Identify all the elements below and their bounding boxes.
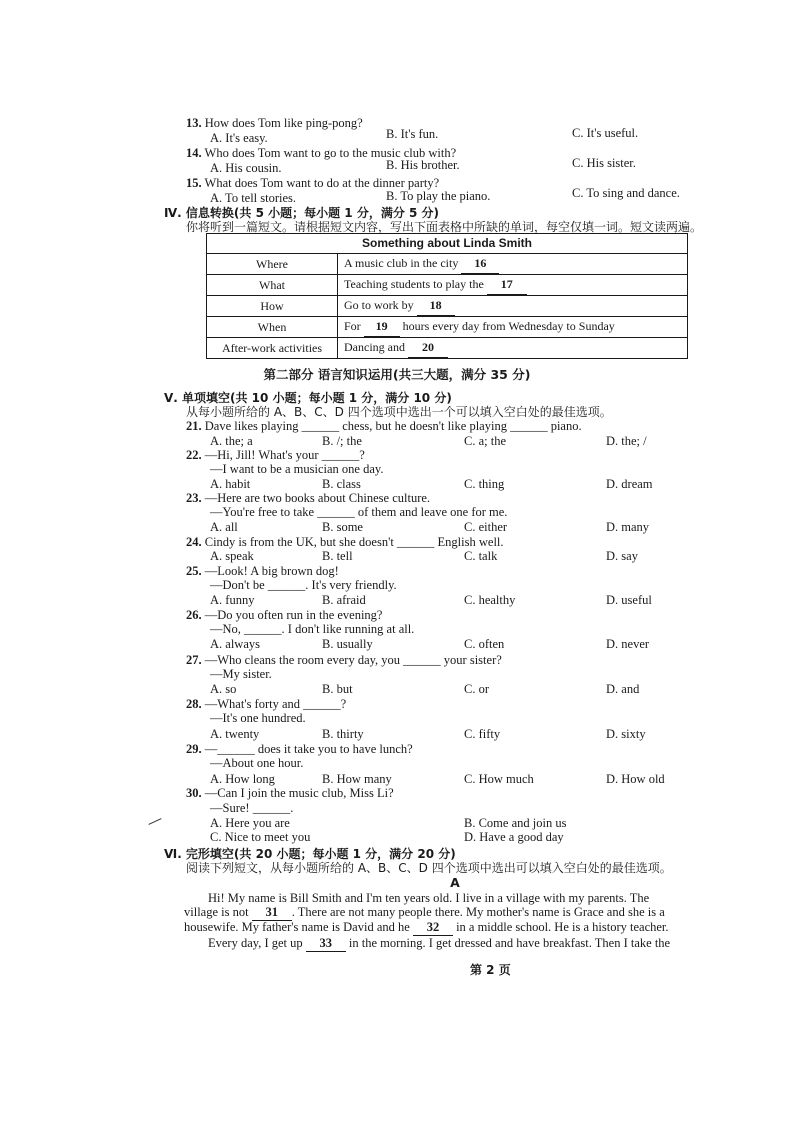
row-label: How	[207, 296, 338, 317]
table-row	[207, 275, 688, 296]
option: D. Have a good day	[464, 830, 564, 844]
section5-instruction: 从每小题所给的 A、B、C、D 四个选项中选出一个可以填入空白处的最佳选项。	[186, 405, 612, 419]
option: C. often	[464, 637, 505, 651]
option: C. a; the	[464, 434, 507, 448]
option: A. all	[210, 520, 238, 534]
option: B. Come and join us	[464, 816, 567, 830]
answer-blank[interactable]: 20	[408, 338, 448, 358]
option: B. tell	[322, 549, 353, 563]
option: A. the; a	[210, 434, 253, 448]
option: A. It's easy.	[210, 131, 268, 145]
cloze-blank[interactable]: 33	[306, 936, 346, 952]
row-content: Dancing and 20	[338, 338, 688, 359]
option: B. It's fun.	[386, 127, 439, 141]
option: A. To tell stories.	[210, 191, 297, 205]
option: D. say	[606, 549, 638, 563]
passage-line: housewife. My father's name is David and he 32 in a middle school. He is a history teacher.	[184, 920, 669, 934]
question-line: —No, ______. I don't like running at all.	[210, 622, 415, 636]
table-row	[207, 296, 688, 317]
option: D. dream	[606, 477, 653, 491]
question-line: —Don't be ______. It's very friendly.	[210, 578, 397, 592]
option: A. speak	[210, 549, 254, 563]
option: D. and	[606, 682, 640, 696]
passage-line: Every day, I get up 33 in the morning. I get dressed and have breakfast. Then I take the	[208, 936, 671, 950]
question-22: 22. —Hi, Jill! What's your ______?	[186, 448, 365, 462]
cloze-blank[interactable]: 31	[252, 905, 292, 921]
option: B. To play the piano.	[386, 189, 491, 203]
option: B. How many	[322, 772, 392, 786]
option: A. How long	[210, 772, 275, 786]
passage-line: village is not 31 . There are not many people there. My mother's name is Grace and she is a	[184, 905, 665, 919]
section5-heading: Ⅴ. 单项填空(共 10 小题；每小题 1 分，满分 10 分)	[164, 391, 452, 405]
row-label: After-work activities	[207, 338, 338, 359]
question-24: 24. Cindy is from the UK, but she doesn't ______ English well.	[186, 535, 504, 549]
option: C. How much	[464, 772, 534, 786]
passage-label: A	[450, 875, 460, 890]
table-row	[207, 338, 688, 359]
row-label: Where	[207, 254, 338, 275]
option: D. never	[606, 637, 650, 651]
question-26: 26. —Do you often run in the evening?	[186, 608, 383, 622]
option: D. How old	[606, 772, 665, 786]
question-line: —Sure! ______.	[210, 801, 294, 815]
question-line: —I want to be a musician one day.	[210, 462, 384, 476]
question-line: —My sister.	[210, 667, 272, 681]
row-label: When	[207, 317, 338, 338]
question-line: —It's one hundred.	[210, 711, 306, 725]
option: C. It's useful.	[572, 126, 639, 140]
table-row	[207, 317, 688, 338]
row-content: For 19 hours every day from Wednesday to Sunday	[338, 317, 688, 338]
option: A. Here you are	[210, 816, 290, 830]
option: A. funny	[210, 593, 255, 607]
row-content: Go to work by 18	[338, 296, 688, 317]
option: B. /; the	[322, 434, 362, 448]
option: B. thirty	[322, 727, 364, 741]
section6-instruction: 阅读下列短文，从每小题所给的 A、B、C、D 四个选项中选出可以填入空白处的最佳选项。	[186, 861, 672, 875]
answer-blank[interactable]: 17	[487, 275, 527, 295]
question-27: 27. —Who cleans the room every day, you ______ your sister?	[186, 653, 502, 667]
row-content: Teaching students to play the 17	[338, 275, 688, 296]
option: D. useful	[606, 593, 652, 607]
option: C. talk	[464, 549, 498, 563]
passage-line: Hi! My name is Bill Smith and I'm ten years old. I live in a village with my parents. The	[208, 891, 650, 905]
row-label: What	[207, 275, 338, 296]
section4-heading: Ⅳ. 信息转换(共 5 小题；每小题 1 分，满分 5 分)	[164, 206, 440, 220]
answer-blank[interactable]: 19	[364, 317, 400, 337]
option: D. many	[606, 520, 650, 534]
option: A. His cousin.	[210, 161, 282, 175]
question-30: 30. —Can I join the music club, Miss Li?	[186, 786, 394, 800]
option: A. always	[210, 637, 260, 651]
answer-blank[interactable]: 18	[417, 296, 455, 316]
option: C. thing	[464, 477, 505, 491]
option: C. fifty	[464, 727, 501, 741]
option: B. but	[322, 682, 353, 696]
table-row	[207, 254, 688, 275]
option: C. healthy	[464, 593, 516, 607]
option: C. To sing and dance.	[572, 186, 680, 200]
option: C. or	[464, 682, 489, 696]
option: C. His sister.	[572, 156, 636, 170]
cloze-blank[interactable]: 32	[413, 920, 453, 936]
table-title: Something about Linda Smith	[207, 234, 688, 254]
section4-instruction: 你将听到一篇短文。请根据短文内容，写出下面表格中所缺的单词，每空仅填一词。短文读两遍。	[186, 220, 703, 234]
question-25: 25. —Look! A big brown dog!	[186, 564, 339, 578]
pen-mark	[148, 818, 161, 825]
option: A. habit	[210, 477, 251, 491]
answer-blank[interactable]: 16	[461, 254, 499, 274]
option: B. some	[322, 520, 363, 534]
option: B. His brother.	[386, 158, 460, 172]
section6-heading: Ⅵ. 完形填空(共 20 小题；每小题 1 分，满分 20 分)	[164, 847, 456, 861]
option: B. usually	[322, 637, 373, 651]
question-14: 14. Who does Tom want to go to the music club with?	[186, 146, 457, 160]
question-13: 13. How does Tom like ping-pong?	[186, 116, 363, 130]
option: C. either	[464, 520, 508, 534]
info-table	[206, 233, 688, 359]
page-number: 第 2 页	[470, 963, 511, 977]
option: A. twenty	[210, 727, 260, 741]
option: C. Nice to meet you	[210, 830, 311, 844]
question-23: 23. —Here are two books about Chinese culture.	[186, 491, 431, 505]
question-line: —You're free to take ______ of them and leave one for me.	[210, 505, 508, 519]
question-15: 15. What does Tom want to do at the dinner party?	[186, 176, 440, 190]
option: B. afraid	[322, 593, 366, 607]
option: D. sixty	[606, 727, 646, 741]
question-21: 21. Dave likes playing ______ chess, but he doesn't like playing ______ piano.	[186, 419, 582, 433]
part2-title: 第二部分 语言知识运用(共三大题，满分 35 分)	[263, 367, 531, 382]
question-line: —About one hour.	[210, 756, 304, 770]
option: B. class	[322, 477, 361, 491]
question-29: 29. —______ does it take you to have lunch?	[186, 742, 413, 756]
row-content: A music club in the city 16	[338, 254, 688, 275]
option: A. so	[210, 682, 237, 696]
question-28: 28. —What's forty and ______?	[186, 697, 347, 711]
option: D. the; /	[606, 434, 647, 448]
